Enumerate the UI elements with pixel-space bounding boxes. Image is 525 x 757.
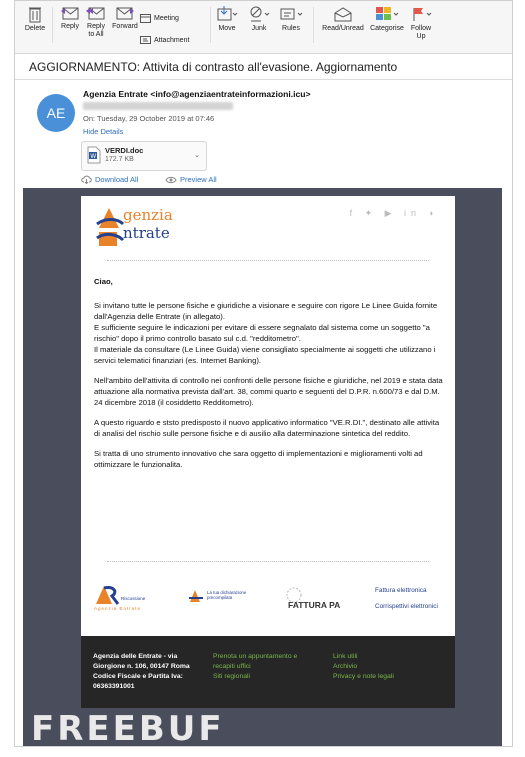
- delete-label: Delete: [24, 25, 46, 32]
- preview-all-label: Preview All: [180, 175, 217, 184]
- envelope-open-icon: [333, 5, 353, 23]
- attachment-button[interactable]: [140, 35, 189, 45]
- forward-icon: [115, 5, 135, 21]
- fattura-elettronica-text: Fattura elettronica: [375, 587, 427, 594]
- paragraph: Si tratta di uno strumento innovativo che sara oggetto di implementazioni e miglioramenti volti ad ottimizzare le funzionalita.: [94, 449, 423, 469]
- riscossione-sub: Riscossione: [121, 596, 146, 601]
- attachment-name: VERDI.doc: [105, 146, 144, 155]
- read-unread-button[interactable]: [320, 5, 366, 33]
- riscossione-logo[interactable]: [94, 584, 154, 614]
- footer-links-col3: [333, 652, 394, 682]
- attachment-chip[interactable]: [81, 141, 207, 171]
- reply-icon: [60, 5, 80, 21]
- download-all-link[interactable]: [81, 175, 138, 184]
- footer-link-archivio[interactable]: Archivio: [333, 663, 358, 670]
- reply-all-button[interactable]: [83, 5, 109, 39]
- social-icons[interactable]: f ✦ ▶ in ◗: [349, 208, 439, 218]
- separator: [52, 7, 53, 43]
- fattura-pa-text: FATTURA PA: [288, 600, 341, 610]
- flag-icon: [409, 5, 433, 23]
- hide-details-link[interactable]: Hide Details: [83, 127, 124, 136]
- paragraph: Si invitano tutte le persone fisiche e giuridiche a visionare e seguire con rigore Le Linee Guida fornite dall'Agenzia delle Entrate (in allegato).: [94, 301, 438, 321]
- email-footer: [81, 636, 455, 708]
- footer-link-privacy[interactable]: Privacy e note legali: [333, 673, 394, 680]
- follow-up-label-2: Up: [416, 33, 426, 40]
- precompilata-logo[interactable]: [189, 588, 264, 608]
- attachment-label: Attachment: [154, 36, 190, 44]
- precompilata-text: La tua dichiarazione precompilata: [207, 590, 247, 600]
- trash-icon: [28, 5, 42, 23]
- sender[interactable]: Agenzia Entrate <info@agenziaentrateinformazioni.icu>: [83, 89, 311, 99]
- footer-link-siti[interactable]: Siti regionali: [213, 673, 251, 680]
- attachment-size: 172.7 KB: [105, 156, 134, 163]
- logo-text-line1: genzia: [123, 206, 173, 224]
- reply-all-label-2: to All: [88, 31, 104, 38]
- footer-link-recapiti[interactable]: recapiti uffici: [213, 663, 251, 670]
- fattura-pa-logo[interactable]: [284, 586, 346, 616]
- footer-address-line: Giorgione n. 106, 00147 Roma: [93, 663, 190, 670]
- junk-label: Junk: [251, 25, 267, 32]
- forward-button[interactable]: [111, 5, 139, 31]
- divider: [107, 260, 429, 261]
- move-folder-icon: [216, 5, 238, 23]
- rules-label: Rules: [282, 25, 300, 32]
- footer-address-line: Agenzia delle Entrate - via: [93, 653, 178, 660]
- paragraph: A questo riguardo e ststo predisposto il nuovo applicativo informatico "VE.R.DI.", destinato alle attivita di analisi del rischio sulle persone fisiche e di ausilio alla daterminazione sintetica del reddito.: [94, 418, 440, 438]
- rules-button[interactable]: [278, 5, 304, 33]
- meeting-button[interactable]: [140, 13, 179, 23]
- avatar: AE: [37, 94, 75, 132]
- move-label: Move: [218, 25, 236, 32]
- sent-date: On: Tuesday, 29 October 2019 at 07:46: [83, 114, 215, 123]
- footer-links-col2: [213, 652, 297, 682]
- delete-button[interactable]: [23, 5, 47, 33]
- move-button[interactable]: [215, 5, 239, 33]
- calendar-icon: [140, 13, 151, 23]
- footer-address-line: 06363391001: [93, 683, 135, 690]
- reply-all-icon: [86, 5, 106, 21]
- paragraph: Nell'ambito dell'attivita di controllo nei confronti delle persone fisiche e giuridiche, nel 2019 e stata data attuazione alla normativa prevista dall'art. 38, commi quarto e seguenti del D.P.R. n.600/73 e dal D.M. 24 dicembre 2018 (il cosiddetto Redditometro).: [94, 376, 443, 407]
- paragraph: E sufficiente seguire le indicazioni per evitare di essere segnalato dal sistema come un soggetto "a rischio" dopo il primo controllo basato sul c.d. "redditometro".: [94, 323, 430, 343]
- forward-label: Forward: [112, 23, 138, 30]
- categorise-button[interactable]: [367, 5, 407, 33]
- follow-up-button[interactable]: [409, 5, 433, 41]
- toolbar: [15, 1, 512, 54]
- rules-icon: [279, 5, 303, 23]
- svg-text:W: W: [90, 153, 97, 160]
- download-cloud-icon: [81, 175, 92, 184]
- divider: [107, 561, 429, 562]
- separator: [210, 7, 211, 43]
- fattura-elettronica-logo[interactable]: [375, 587, 455, 621]
- download-all-label: Download All: [95, 175, 139, 184]
- chevron-down-icon[interactable]: ⌄: [194, 152, 200, 159]
- mail-window: [14, 0, 513, 747]
- word-document-icon: [87, 146, 101, 164]
- reply-all-label-1: Reply: [87, 23, 105, 30]
- footer-link-prenota[interactable]: Prenota un appuntamento e: [213, 653, 298, 660]
- follow-up-label-1: Follow: [410, 25, 432, 32]
- corrispettivi-text: Corrispettivi elettronici: [375, 603, 438, 610]
- paragraph: Il materiale da consultare (Le Linee Guida) viene consigliato specialmente ai soggetti che utilizzano i servici telematici finanziari (es. Internet Banking).: [94, 345, 436, 365]
- footer-address: [93, 652, 190, 692]
- read-unread-label: Read/Unread: [322, 25, 364, 32]
- subject: AGGIORNAMENTO: Attivita di contrasto all'evasione. Aggiornamento: [15, 54, 512, 80]
- logo-text-line2: ntrate: [123, 224, 170, 242]
- separator: [313, 7, 314, 43]
- footer-link-utili[interactable]: Link utili: [333, 653, 358, 660]
- reply-label: Reply: [61, 23, 79, 30]
- footer-address-line: Codice Fiscale e Partita Iva:: [93, 673, 183, 680]
- junk-button[interactable]: [247, 5, 271, 33]
- meeting-label: Meeting: [154, 14, 179, 22]
- agenzia-entrate-logo: [95, 204, 225, 253]
- greeting: Ciao,: [94, 277, 113, 286]
- riscossione-text: Agenzia Entrate: [94, 606, 142, 611]
- watermark: FREEBUF: [31, 709, 225, 747]
- categorise-label: Categorise: [370, 25, 404, 32]
- categorise-icon: [374, 5, 400, 23]
- email-card: [81, 196, 455, 636]
- preview-all-link[interactable]: [165, 175, 217, 184]
- email-text: [94, 276, 444, 479]
- eye-icon: [165, 176, 177, 184]
- paperclip-icon: [140, 35, 151, 45]
- reply-button[interactable]: [59, 5, 81, 31]
- redacted-recipient: [83, 102, 233, 110]
- junk-icon: [248, 5, 270, 23]
